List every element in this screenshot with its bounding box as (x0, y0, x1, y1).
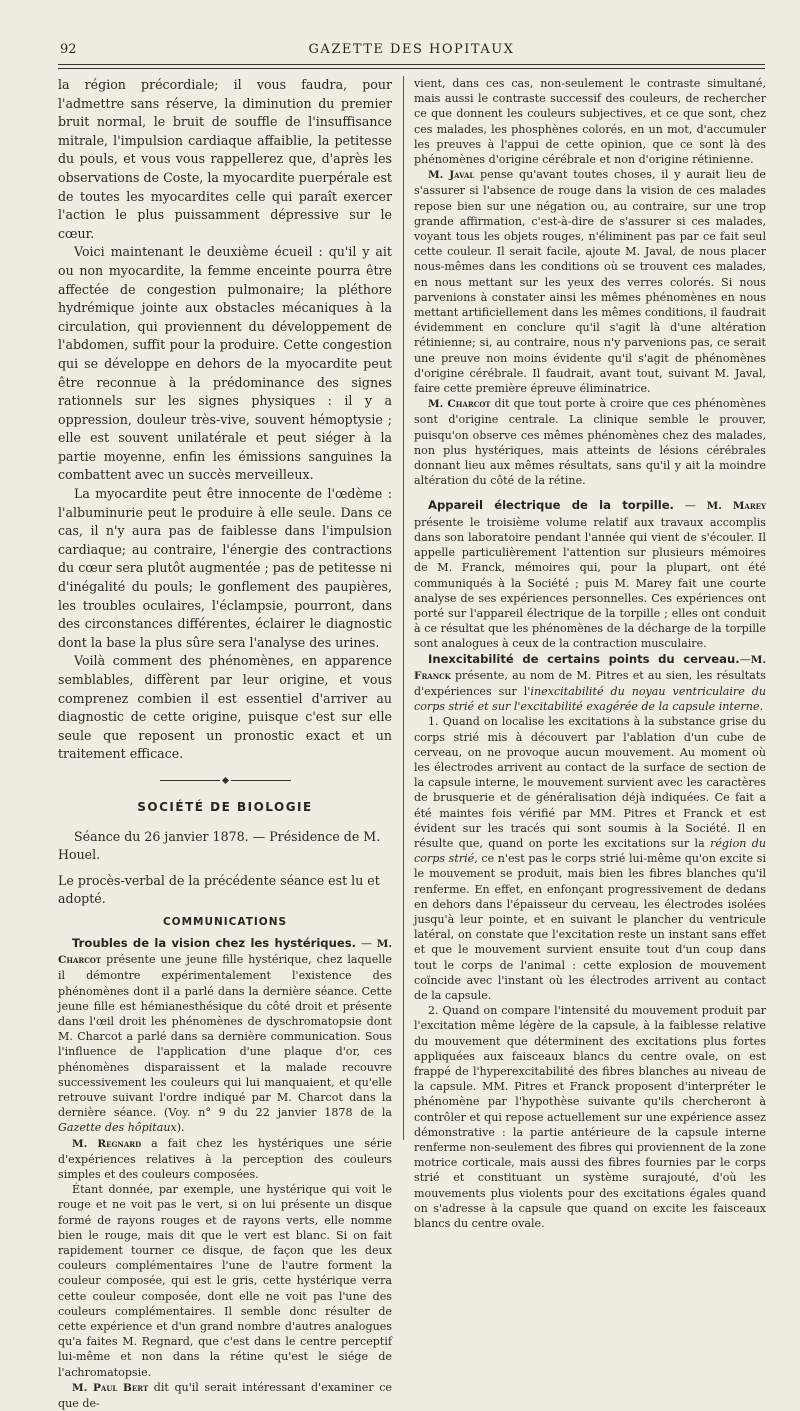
body-text: 1. Quand on localise les excitations à la substance grise du corps strié mis à découvert par l'ablation d'un cube de cerveau, on ne provoque aucun mouvement. Au moment où les électrodes arrivent au contact de la surface de section de la capsule interne, le mouvement survient avec les caractères de brusquerie et de généralisation déjà indiquées. Ce fait a été maintes fois vérifié par MM. Pitres et Franck et est évident sur les tracés qui sont soumis à la Société. Il en résulte que, quand on porte les excitations sur la (414, 715, 766, 850)
communications-heading: COMMUNICATIONS (162, 915, 288, 928)
reference: Gazette des hôpitaux (58, 1121, 177, 1135)
column-divider (403, 76, 404, 1140)
page-number: 92 (60, 42, 77, 57)
dash: — (673, 499, 707, 513)
speaker: M. Javal (428, 169, 475, 182)
speaker: M. Franck (414, 653, 766, 682)
emphasis: région du corps strié (414, 836, 766, 866)
communication-paragraph (58, 936, 392, 1136)
right-column (414, 76, 767, 1231)
session-line: Séance du 26 janvier 1878. — Présidence de M. Houel. (58, 828, 381, 862)
communication-paragraph (58, 1380, 392, 1411)
paragraph: vient, dans ces cas, non-seulement le contraste simultané, mais aussi le contraste successif des couleurs, de rechercher ce que donnent les couleurs subjectives, et ce que sont, chez ces malades, les phosphènes colorés, en un mot, d'accumuler les preuves à l'appui de cette opinion, que ce sont là des phénomènes d'origine cérébrale et non d'origine rétinienne. (414, 77, 766, 167)
speaker: M. Paul Bert (72, 1381, 149, 1394)
communication-heading: Appareil électrique de la torpille. (428, 498, 674, 513)
journal-title: GAZETTE DES HOPITAUX (308, 42, 515, 57)
section-separator (58, 778, 392, 784)
body-text: pense qu'avant toutes choses, il y aurait lieu de s'assurer si l'absence de rouge dans la vision de ces malades repose bien sur une négation ou, au contraire, sur une trop grande affirmation, c'est-à-dire de s'assurer si ces malades, voyant tous les objets rouges, n'éliminent pas par ce fait seul cette couleur. Il serait facile, ajoute M. Javal, de nous placer nous-mêmes dans les conditions où se trouvent ces malades, en nous mettant sur les yeux des verres colorés. Si nous parvenions à constater ainsi les mêmes phénomènes en nous mettant artificiellement dans les mêmes conditions, il faudrait évidemment en conclure qu'il s'agit là d'une altération rétinienne; si, au contraire, nous n'y parvenions pas, ce serait une preuve non moins évidente qu'il s'agit de phénomènes d'origine cérébrale. Il faudrait, avant tout, suivant M. Javal, faire cette première épreuve éliminatrice. (414, 168, 766, 396)
paragraph (414, 396, 766, 488)
body-text: présente, au nom de M. Pitres et au sien, les résultats d'expériences sur l' (414, 668, 766, 698)
paragraph (414, 652, 766, 715)
page-header (58, 40, 765, 62)
paragraph (414, 714, 766, 1003)
paragraph: Voici maintenant le deuxième écueil : qu'il y ait ou non myocardite, la femme enceinte pourra être affectée de congestion pulmonaire; la pléthore hydrémique jointe aux obstacles mécaniques à la circulation, qui proviennent du développement de l'abdomen, suffit pour la produire. Cette congestion qui se développe en dehors de la myocardite peut être reconnue à la prédominance des signes rationnels sur les signes physiques : il y a oppression, douleur très-vive, souvent hémoptysie ; elle est souvent unilatérale et peut siéger à la partie moyenne, enfin les émissions sanguines la combattent avec un succès merveilleux. (58, 244, 392, 483)
communication-paragraph (58, 1136, 392, 1183)
speaker: M. Charcot (428, 398, 491, 411)
body-text: dit que tout porte à croire que ces phénomènes sont d'origine centrale. La clinique semble le prouver, puisqu'on observe ces mêmes phénomènes chez des malades, non plus hystériques, mais atteints de lésions cérébrales donnant lieu aux mêmes résultats, sans qu'il y ait la moindre altération du côté de la rétine. (414, 397, 766, 488)
body-text: ). (176, 1121, 185, 1135)
speaker: M. Regnard (72, 1137, 142, 1150)
body-text: a fait chez les hystériques une série d'expériences relatives à la perception des couleurs simples et des couleurs composées. (58, 1136, 392, 1182)
section-title: SOCIÉTÉ DE BIOLOGIE (137, 799, 313, 814)
paragraph: La myocardite peut être innocente de l'œdème : l'albuminurie peut le produire à elle seule. Dans ce cas, il n'y aura pas de faiblesse dans l'impulsion cardiaque; au contraire, l'énergie des contractions du cœur sera plutôt augmentée ; pas de petitesse ni d'inégalité du pouls; le gonflement des paupières, les troubles oculaires, l'éclampsie, pourront, dans des circonstances différentes, éclairer le diagnostic dont la base la plus sûre sera l'analyse des urines. (58, 486, 392, 650)
body-text: dit qu'il serait intéressant d'examiner ce que de- (58, 1380, 392, 1411)
body-text: présente le troisième volume relatif aux travaux accomplis dans son laboratoire pendant l'année qui vient de s'écouler. Il appelle particulièrement l'attention sur plusieurs mémoires de M. Franck, mémoires qui, pour la plupart, ont été communiqués à la Société ; puis M. Marey fait une courte analyse de ses expériences personnelles. Ces expériences ont porté sur l'appareil électrique de la torpille ; elles ont conduit à ce résultat que les phénomènes de la décharge de la torpille sont analogues à ceux de la contraction musculaire. (414, 515, 766, 651)
communication-heading: Troubles de la vision chez les hystériques. (72, 935, 357, 950)
body-text: présente une jeune fille hystérique, chez laquelle il démontre expérimentalement l'existence des phénomènes dont il a parlé dans la dernière séance. Cette jeune fille est hémianesthésique du côté droit et présente dans l'œil droit les phénomènes de dyschromatopsie dont M. Charcot a parlé dans sa dernière communication. Sous l'influence de l'application d'une plaque d'or, ces phénomènes disparaissent et la malade recouvre successivement les couleurs qui lui manquaient, et qu'elle retrouve suivant l'ordre indiqué par M. Charcot dans la dernière séance. (Voy. n° 9 du 22 janvier 1878 de la (58, 953, 392, 1120)
dash: — (356, 936, 377, 950)
dash: — (739, 652, 751, 666)
spacer (414, 488, 766, 498)
header-rule (58, 64, 765, 69)
left-column (58, 76, 392, 1411)
speaker: M. Charcot (58, 937, 392, 967)
communications-block (58, 936, 392, 1411)
speaker: M. Marey (706, 500, 767, 513)
paragraph: Voilà comment des phénomènes, en apparence semblables, diffèrent par leur origine, et vous comprenez combien il est essentiel d'arriver au diagnostic de cette origine, puisque c'est sur elle seule que reposent un pronostic exact et un traitement efficace. (58, 653, 392, 762)
paragraph: 2. Quand on compare l'intensité du mouvement produit par l'excitation même légère de la capsule, à la faiblesse relative du mouvement que déterminent des excitations plus fortes appliquées aux faisceaux blancs du centre ovale, on est frappé de l'hyperexcitabilité des fibres blanches au niveau de la capsule. MM. Pitres et Franck proposent d'interpréter le phénomène par l'hypothèse suivante qu'ils chercheront à contrôler et qui repose actuellement sur une expérience assez démonstrative : la partie antérieure de la capsule interne renferme non-seulement des fibres qui proviennent de la zone motrice corticale, mais aussi des fibres fournies par le corps strié et constituant un système surajouté, d'où les mouvements plus violents pour des excitations égales quand on s'adresse à la capsule que quand on excite les faisceaux blancs du centre ovale. (414, 1004, 766, 1231)
paragraph (414, 498, 766, 651)
body-text: , ce n'est pas le corps strié lui-même qu'on excite si le mouvement se produit, mais bien les fibres blanches qu'il renferme. En effet, en enfonçant progressivement de dedans en dehors dans l'épaisseur du cerveau, les électrodes isolées jusqu'à leur pointe, et en suivant le plancher du ventricule latéral, on constate que l'excitation reste un instant sans effet et que le mouvement survient ensuite tout d'un coup dans tout le corps de l'animal : cette explosion de mouvement coïncide avec l'instant où les électrodes arrivent au contact de la capsule. (414, 852, 766, 1002)
paragraph: la région précordiale; il vous faudra, pour l'admettre sans réserve, la diminution du premier bruit normal, le bruit de souffle de l'insuffisance mitrale, l'impulsion cardiaque affaiblie, la petitesse du pouls, et vous vous rappellerez que, d'après les observations de Coste, la myocardite puerpérale est de toutes les myocardites celle qui paraît exercer l'action le plus puissamment dépressive sur le cœur. (58, 77, 392, 241)
communication-paragraph: Étant donnée, par exemple, une hystérique qui voit le rouge et ne voit pas le vert, si on lui présente un disque formé de rayons rouges et de rayons verts, elle nomme bien le rouge, mais dit que le vert est blanc. Si on fait rapidement tourner ce disque, de façon que les deux couleurs complémentaires l'une de l'autre forment la couleur composée, qui est le gris, cette hystérique verra cette couleur composée, dont elle ne voit pas l'une des couleurs complémentaires. Il semble donc résulter de cette expérience et d'un grand nombre d'autres analogues qu'a faites M. Regnard, que c'est dans le centre perceptif lui-même et non dans la rétine qu'est le siége de l'achromatopsie. (58, 1183, 392, 1379)
emphasis: inexcitabilité du noyau ventriculaire du corps strié et sur l'excitabilité exagérée de la capsule interne. (414, 684, 767, 714)
minutes-line: Le procès-verbal de la précédente séance est lu et adopté. (58, 872, 380, 906)
paragraph (414, 167, 766, 396)
communication-heading: Inexcitabilité de certains points du cerveau. (428, 651, 740, 666)
